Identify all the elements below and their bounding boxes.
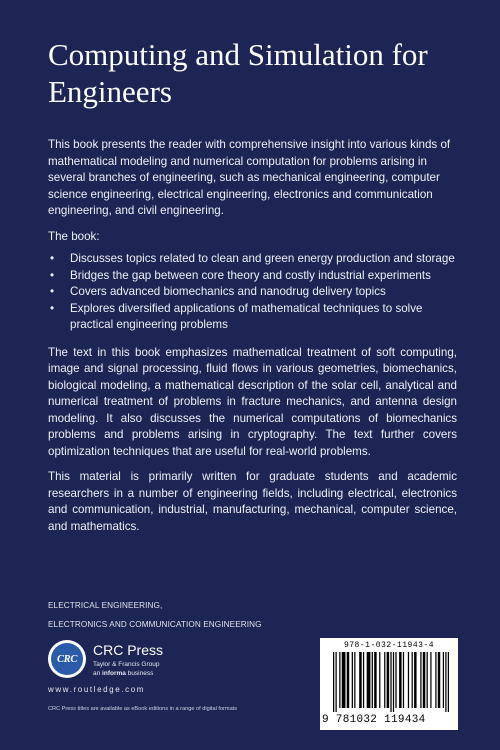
publisher-block — [48, 640, 248, 684]
isbn-number: 978-1-032-11943-4 — [343, 641, 435, 650]
feature-text: Explores diversified applications of mathematical techniques to solve practical engineering problems — [70, 301, 423, 331]
publisher-website: www.routledge.com — [48, 685, 146, 694]
bullet-icon: • — [50, 301, 55, 315]
logo-lettering: CRC — [56, 653, 78, 665]
subject-line: ELECTRONICS AND COMMUNICATION ENGINEERING — [48, 620, 262, 629]
audience-paragraph: This material is primarily written for graduate students and academic researchers in a number of engineering fields, including electrical, electronics and communication, industrial, manufacturing, mechanical, computer science, and mathematics. — [48, 470, 457, 533]
emphasis-paragraph: The text in this book emphasizes mathematical treatment of soft computing, image and signal processing, fluid flows in various geometries, biomechanics, biological modeling, a mathematical description of the solar cell, analytical and numerical treatment of problems in fracture mechanics, and antenna design modeling. It also discusses the numerical computations of biomechanics problems and problems arising in cryptography. The text further covers optimization techniques that are useful for real-world problems. — [48, 345, 457, 458]
book-title: Computing and Simulation for Engineers — [48, 37, 428, 109]
feature-text: Discusses topics related to clean and green energy production and storage — [70, 252, 455, 265]
feature-item — [48, 301, 457, 334]
subject-line: ELECTRICAL ENGINEERING, — [48, 601, 163, 610]
book-label: The book: — [48, 229, 100, 243]
informa-brand: informa — [102, 670, 126, 677]
barcode-bars-icon — [333, 652, 449, 712]
ebook-note: CRC Press titles are available as eBook editions in a range of digital formats — [48, 706, 238, 712]
barcode-digits: 9 781032 119434 — [322, 714, 426, 726]
bullet-icon: • — [50, 285, 55, 298]
bullet-icon: • — [50, 252, 55, 265]
description — [48, 137, 457, 544]
publisher-name: CRC Press — [93, 642, 164, 658]
crc-logo-icon — [48, 640, 86, 678]
subject-categories — [48, 596, 262, 634]
feature-text: Covers advanced biomechanics and nanodrug delivery topics — [70, 285, 386, 298]
feature-text: Bridges the gap between core theory and costly industrial experiments — [70, 268, 431, 282]
feature-item — [48, 268, 457, 285]
intro-paragraph: This book presents the reader with comprehensive insight into various kinds of mathematical modeling and numerical computation for problems arising in several branches of engineering, such as mechanical engineering, computer science engineering, electrical engineering, electronics and communication engineering, and civil engineering. — [48, 138, 451, 217]
feature-list — [48, 251, 457, 334]
isbn-barcode — [320, 638, 458, 730]
bullet-icon: • — [50, 268, 55, 282]
publisher-group: Taylor & Francis Group — [93, 661, 160, 668]
feature-item — [48, 251, 457, 268]
feature-item — [48, 284, 457, 301]
publisher-business-line: an informa business — [93, 670, 154, 677]
